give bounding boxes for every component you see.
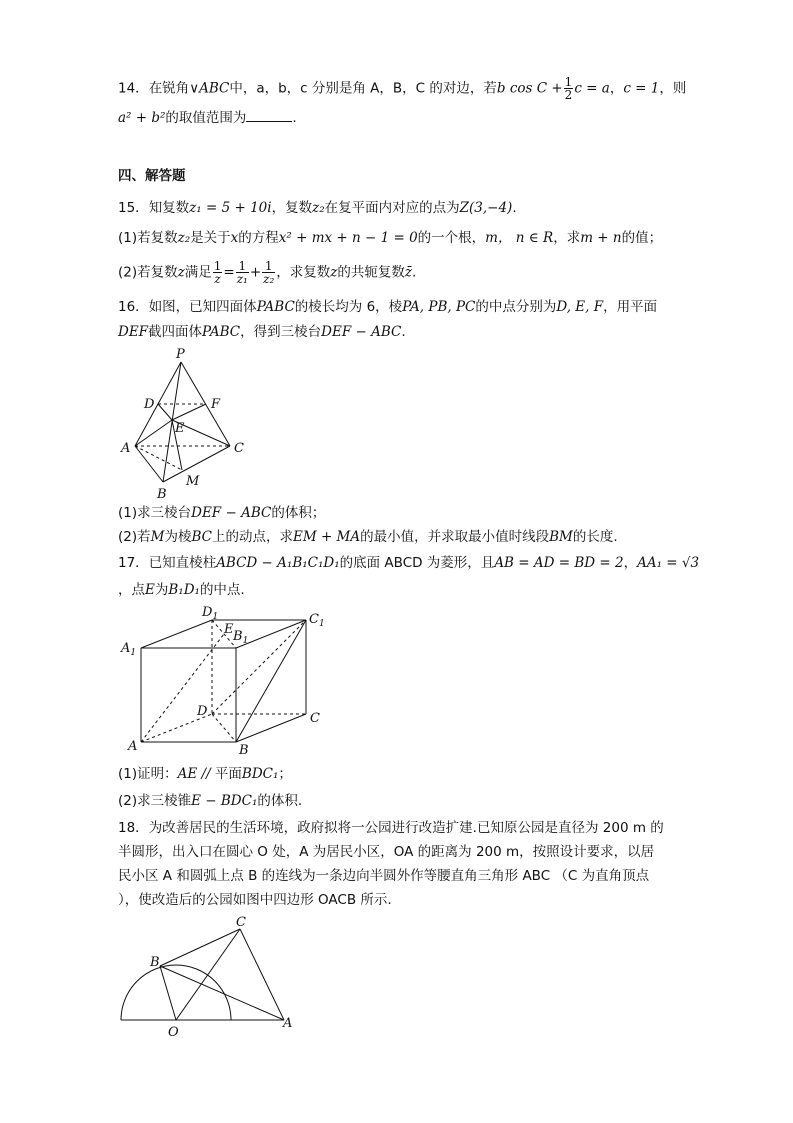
label-E: E (175, 421, 185, 436)
label-C1: $C_1$ (309, 612, 325, 629)
fraction-1-over-z2: $\frac{1}{\text{z₂}}$ (263, 259, 275, 286)
fraction-1-over-z: $\frac{1}{z}$ (213, 259, 222, 286)
label-E: E (224, 622, 234, 637)
label-D: D (144, 397, 155, 412)
q18-line-2: 半圆形，出入口在圆心 O 处，A 为居民小区，OA 的距离为 200 m，按照设计要求，以居 (118, 844, 655, 860)
fraction-1-over-z1: $\frac{1}{\text{z₁}}$ (236, 259, 248, 286)
label-D1: $D_1$ (202, 605, 219, 622)
label-A: A (283, 1016, 293, 1031)
label-D: D (197, 704, 208, 719)
label-B: B (157, 487, 167, 502)
label-C: C (234, 441, 244, 456)
q18-line-4: ），使改造后的公园如图中四边形 OACB 所示. (118, 892, 392, 908)
label-B: B (150, 955, 160, 970)
label-M: M (186, 474, 200, 489)
label-A: A (128, 739, 138, 754)
label-B: B (239, 743, 249, 758)
label-B1: $B_1$ (233, 629, 249, 646)
fraction-one-half: $\frac{1}{2}$ (564, 75, 573, 102)
q15-part-1: (1)若复数z₂是关于x的方程x² + mx + n − 1 = 0的一个根，m， n ∈ R，求m + n的值； (118, 230, 663, 246)
q15-part-2: (2)若复数z满足 $\frac{1}{z}$ = $\frac{1}{\text{z₁}}$ + $\frac{1}{\text{z₂}}$ ，求复数z的共轭复数z̄. (118, 259, 417, 286)
q14-number: 14． (118, 80, 149, 97)
q15-stem: 15．知复数z₁ = 5 + 10i，复数z₂在复平面内对应的点为Z(3,−4). (118, 200, 517, 216)
label-C: C (236, 915, 246, 930)
q17-part-1: (1)证明：AE // 平面BDC₁； (118, 766, 292, 782)
section-title: 四、解答题 (118, 168, 186, 184)
label-P: P (176, 347, 185, 362)
q14-line-2: a² + b²的取值范围为 . (118, 110, 297, 126)
q16-part-2: (2)若M为棱BC上的动点，求EM + MA的最小值，并求取最小值时线段BM的长度. (118, 529, 618, 545)
q14-line-1: 14．在锐角∨ABC中，a，b，c 分别是角 A，B，C 的对边，若b cos C + $\frac{1}{2}$ c = a，c = 1，则 (118, 75, 687, 102)
q16-part-1: (1)求三棱台DEF − ABC的体积； (118, 505, 326, 521)
q17-part-2: (2)求三棱锥E − BDC₁的体积. (118, 793, 303, 809)
q18-line-3: 民小区 A 和圆弧上点 B 的连线为一条边向半圆外作等腰直角三角形 ABC （C 为直角顶点 (118, 868, 650, 884)
q17-stem-line-2: ，点E为B₁D₁的中点. (118, 582, 245, 598)
label-A: A (121, 441, 131, 456)
q16-stem-line-2: DEF截四面体PABC，得到三棱台DEF − ABC. (118, 324, 406, 340)
label-F: F (211, 397, 221, 412)
answer-blank (246, 109, 292, 122)
q16-stem-line-1: 16．如图，已知四面体PABC的棱长均为 6，棱PA, PB, PC的中点分别为D, E, F，用平面 (118, 299, 658, 315)
label-A1: $A_1$ (121, 641, 137, 658)
label-O: O (168, 1025, 179, 1040)
q17-stem-line-1: 17．已知直棱柱ABCD − A₁B₁C₁D₁的底面 ABCD 为菱形，且AB = AD = BD = 2，AA₁ = √3 (118, 555, 700, 571)
label-C: C (310, 711, 320, 726)
q18-line-1: 18．为改善居民的生活环境，政府拟将一公园进行改造扩建.已知原公园是直径为 200 m 的 (118, 820, 664, 836)
